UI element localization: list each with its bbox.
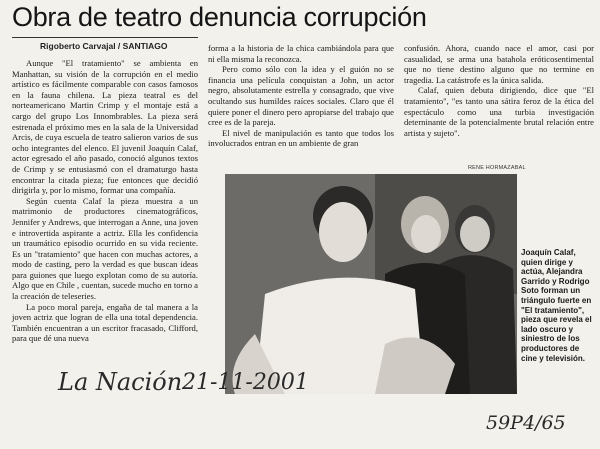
article-column-2 [208, 43, 394, 149]
paragraph: Calaf, quien debuta dirigiendo, dice que "El tratamiento", "es tanto una sátira feroz de la ética del espectáculo como una turbia investigación deterninante de la potencialmente brutal relación entre artista y sujeto". [404, 85, 594, 138]
paragraph: El nivel de manipulación es tanto que todos los involucrados entran en un ambiente de gran [208, 127, 394, 149]
photo-caption: Joaquín Calaf, quien dirige y actúa, Alejandra Garrido y Rodrigo Soto forman un triángulo fuerte en "El tratamiento", pieza que revela el lado oscuro y siniestro de los productores de cine y televisión. [521, 248, 592, 363]
article-column-3 [404, 43, 594, 138]
article-photo [225, 174, 517, 394]
handwritten-source: La Nación [58, 368, 183, 396]
paragraph: Según cuenta Calaf la pieza muestra a un matrimonio de productores cinematográficos, Jennifer y Andrews, que interrogan a Anne, una joven e introvertida aspirante a actriz. Ella les confidencia un traumático episodio ocurrido en su vida reciente. Es un "tratamiento" que hacen con muchas actores, a modo de casting, pero la verdad es que buscan ideas para guiones que luego explotan como de su autoría. Algo que en Chile , cuentan, sucede mucho en torno a la creación de teleseries. [12, 195, 198, 302]
headline-rule [12, 37, 198, 38]
headline: Obra de teatro denuncia corrupción [12, 2, 427, 32]
paragraph: Pero como sólo con la idea y el guión no se financia una película conquistan a John, un actor negro, absolutamente estrella y consagrado, que vive ocultando sus humildes raíces sociales. Claro que él quiere poner el dinero pero apropiarse del trabajo que cree es de la pareja. [208, 64, 394, 128]
paragraph: La poco moral pareja, engaña de tal manera a la joven actriz que logran de ella una total dependencia. También encuentran a un escritor fracasado, Clifford, para que dé una nueva [12, 301, 198, 344]
paragraph: Aunque "El tratamiento" se ambienta en Manhattan, su visión de la corrupción en el medio artístico es fácilmente comparable con casos famosos en la fauna chilena. La pieza teatral es del norteamericano Martin Crimp y el montaje está a cargo del grupo Los Innombrables. La pieza será estrenada el próximo mes en la sala de la Universidad Arcis, de cuya escuela de teatro salieron varios de sus ocho integrantes del elenco. El juvenil Joaquín Calaf, actor egresado el año pasado, conoció algunos textos de Crimp y se entusiasmó con el dramaturgo hasta encontrar la citada pieza; fue entonces que decidió dirigirla y, por lo mismo, formar una compañía. [12, 58, 198, 196]
handwritten-archive-code: 59P4/65 [486, 412, 566, 434]
paragraph: confusión. Ahora, cuando nace el amor, casi por casualidad, se arma una batahola eróticosentimental que no tiene destino alguno que no termine en tragedia. La catástrofe es la única salida. [404, 43, 594, 85]
paragraph: forma a la historia de la chica cambiándola para que ni ella misma la reconozca. [208, 43, 394, 64]
article-column-1 [12, 58, 198, 344]
byline: Rigoberto Carvajal / SANTIAGO [40, 41, 168, 51]
photo-credit: RENE HORMAZABAL [468, 165, 526, 171]
handwritten-date: 21-11-2001 [182, 370, 309, 395]
photo-illustration [225, 174, 517, 394]
